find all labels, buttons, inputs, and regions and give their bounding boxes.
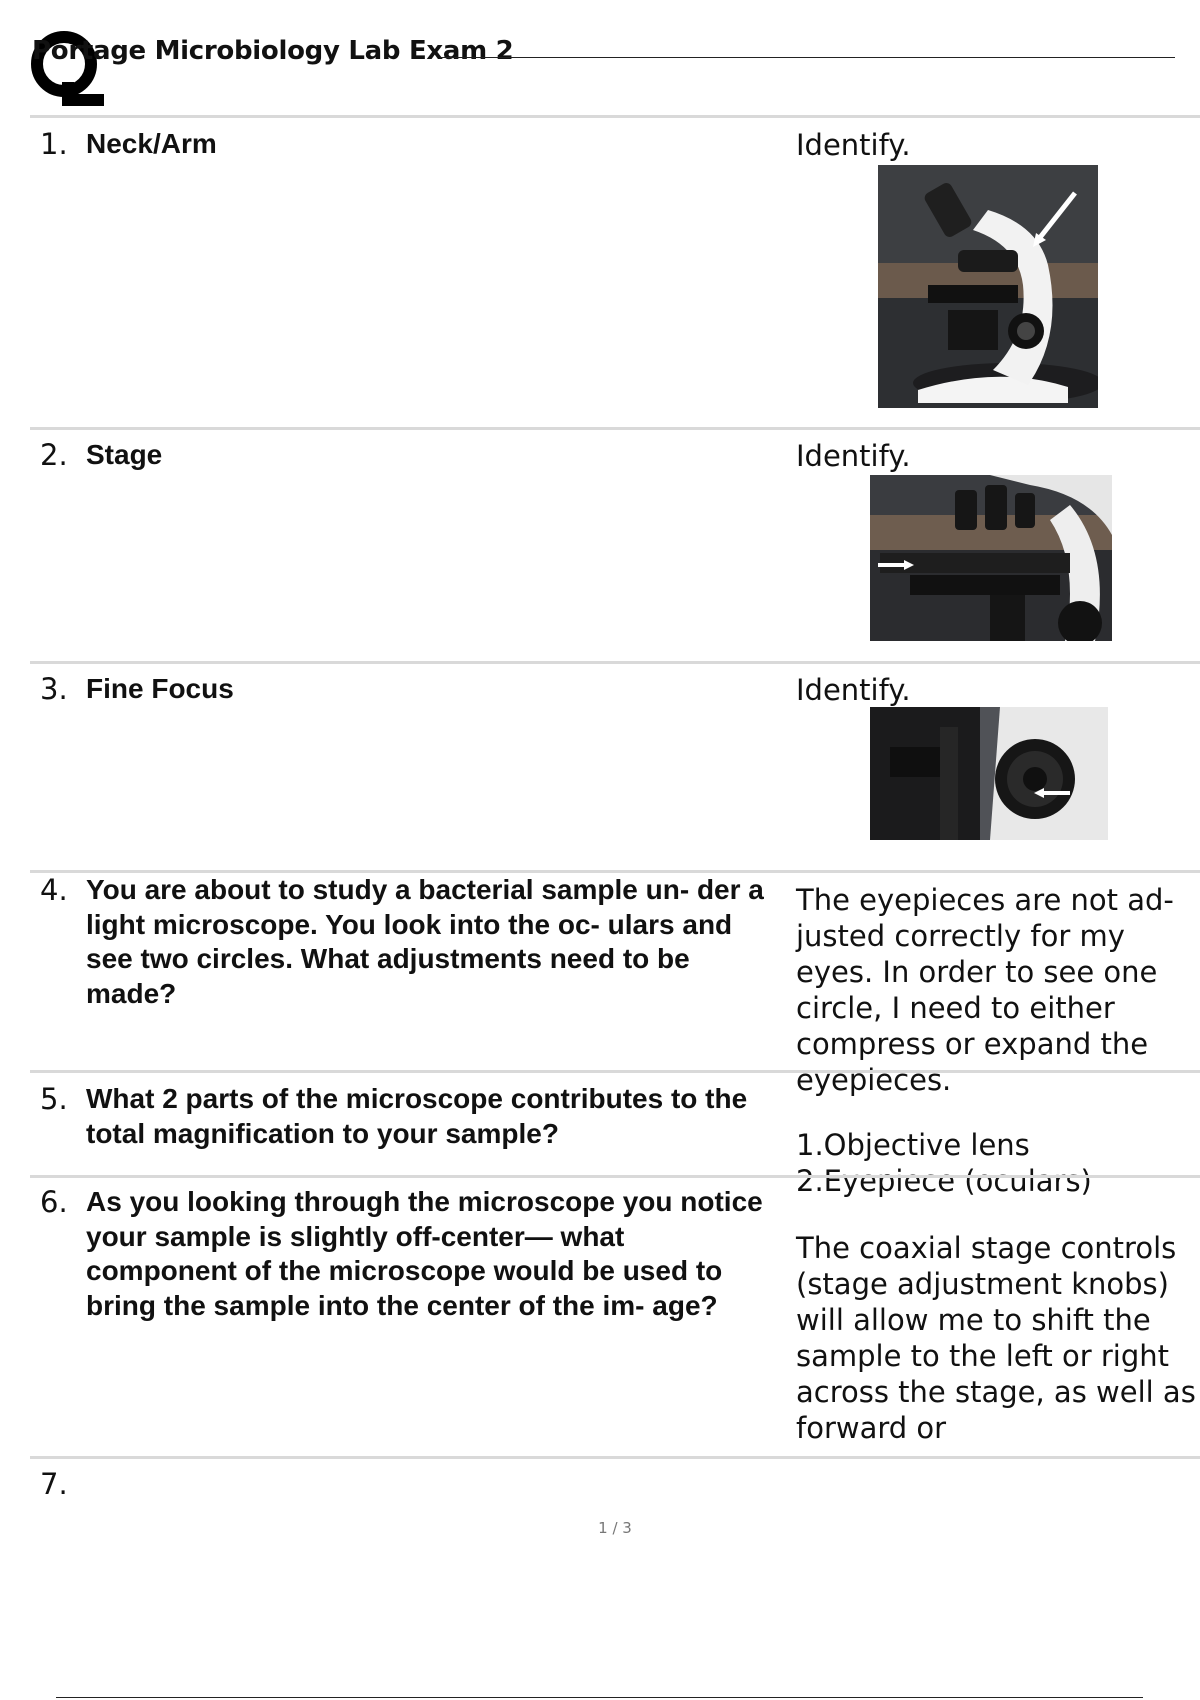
title-underline — [440, 57, 1175, 58]
item-5-answer-2-text: Eyepiece (oculars) — [823, 1164, 1092, 1198]
row-divider — [30, 115, 1200, 118]
item-2-answer: Identify. — [796, 439, 911, 473]
item-5-question: What 2 parts of the microscope contributes to the total magnification to your sample? — [86, 1083, 748, 1149]
row-divider — [30, 427, 1200, 430]
item-5-answer-2: 2.Eyepiece (oculars) — [796, 1164, 1092, 1198]
item-1-answer: Identify. — [796, 128, 911, 162]
item-2-number: 2. — [40, 438, 68, 472]
item-6-number: 6. — [40, 1185, 68, 1219]
row-divider — [30, 1175, 1200, 1178]
item-5-answer-1: 1.Objective lens — [796, 1128, 1030, 1162]
bottom-rule — [56, 1697, 1143, 1698]
item-6-question: As you looking through the microscope you notice your sample is slightly off-center— what component of the microscope would be used to bring the sample into the center of the im- age? — [86, 1186, 763, 1321]
row-divider — [30, 661, 1200, 664]
item-5-answer-1-text: Objective lens — [823, 1128, 1030, 1162]
item-4-answer: The eyepieces are not ad- justed correctly for my eyes. In order to see one circle, I need to either compress or expand the eyepieces. — [796, 883, 1174, 1097]
item-1-number: 1. — [40, 127, 68, 161]
page-indicator: 1 / 3 — [598, 1519, 632, 1537]
microscope-arm-photo-icon — [878, 165, 1098, 408]
item-7-number: 7. — [40, 1467, 68, 1501]
document-title: Portage Microbiology Lab Exam 2 — [32, 36, 514, 66]
item-3-answer: Identify. — [796, 673, 911, 707]
item-1-question: Neck/Arm — [86, 128, 217, 159]
item-4-question: You are about to study a bacterial sample un- der a light microscope. You look into the oc- ulars and see two circles. What adjustments need to be made? — [86, 874, 764, 1009]
item-4-number: 4. — [40, 873, 68, 907]
microscope-stage-photo-icon — [870, 475, 1112, 641]
item-6-answer: The coaxial stage controls (stage adjustment knobs) will allow me to shift the sample to the left or right across the stage, as well as forward or — [796, 1231, 1196, 1445]
item-2-question: Stage — [86, 439, 163, 470]
item-3-question: Fine Focus — [86, 673, 234, 704]
row-divider — [30, 1070, 1200, 1073]
item-3-number: 3. — [40, 672, 68, 706]
fine-focus-knob-photo-icon — [870, 707, 1108, 840]
row-divider — [30, 1456, 1200, 1459]
item-5-number: 5. — [40, 1082, 68, 1116]
